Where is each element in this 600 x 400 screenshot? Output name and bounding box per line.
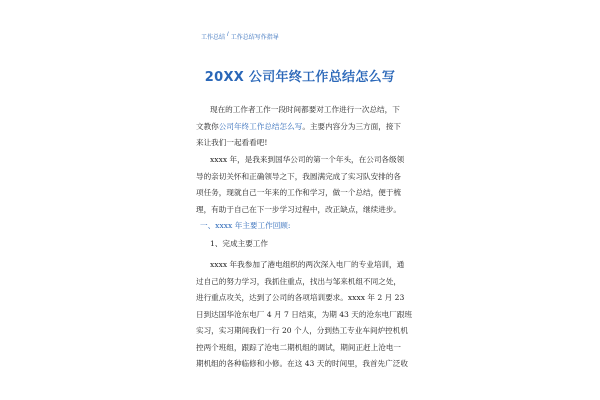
intro-line-2-prefix: 文教你 [196,121,219,131]
para3-line: 控两个班组，跟踪了沧电二期机组的调试，期间正赶上沧电一 [196,342,402,352]
para3-line: 过自己的努力学习，我抓住重点，找出与邹来机组不同之处， [196,276,402,286]
para3-line: 日到达国华沧东电厂 4 月 7 日结束，为期 43 天的沧东电厂跟班 [196,309,413,319]
intro-line-1: 现在的工作者工作一段时间都要对工作进行一次总结，下 [210,105,400,114]
para2-line: xxxx 年，是我来到国华公司的第一个年头，在公司各级领 [210,155,405,164]
paragraph-2 [196,152,408,218]
paragraph-3 [196,257,413,373]
para3-line: 进行重点攻关，达到了公司的各项培训要求。xxxx 年 2 月 23 [196,293,405,302]
intro-line-2 [196,119,408,136]
para3-line: 期机组的各种临修和小修。在这 43 天的时间里，我首先广泛收 [196,359,408,368]
breadcrumb-separator: / [227,32,229,38]
para3-line: xxxx 年我参加了港电组织的两次深入电厂的专业培训，通 [210,260,405,269]
article-title-link[interactable]: 公司年终工作总结怎么写 [218,121,303,131]
intro-paragraph [196,102,408,152]
breadcrumb [201,32,279,41]
para2-line: 项任务，现就自己一年来的工作和学习，做一个总结，便于梳 [196,188,402,197]
para2-line: 理，有助于自己在下一步学习过程中，改正缺点，继续进步。 [196,204,402,214]
breadcrumb-link-writing-guide[interactable]: 工作总结写作指导 [230,35,279,41]
breadcrumb-link-work-summary[interactable]: 工作总结 [201,35,226,41]
para3-line: 实习，实习期间我们一行 20 个人，分到热工专业车间炉控机机 [196,326,408,335]
intro-line-3: 来让我们一起看看吧! [196,138,268,147]
section-heading-1: 一、xxxx 年主要工作回顾: [200,221,291,230]
intro-line-2-suffix: 。主要内容分为三方面，接下 [302,121,402,131]
subsection-heading-1: 1、完成主要工作 [210,239,268,248]
page-title: 20XX 公司年终工作总结怎么写 [204,70,396,85]
para2-line: 导的亲切关怀和正确领导之下，我圆满完成了实习队安排的各 [196,171,402,181]
